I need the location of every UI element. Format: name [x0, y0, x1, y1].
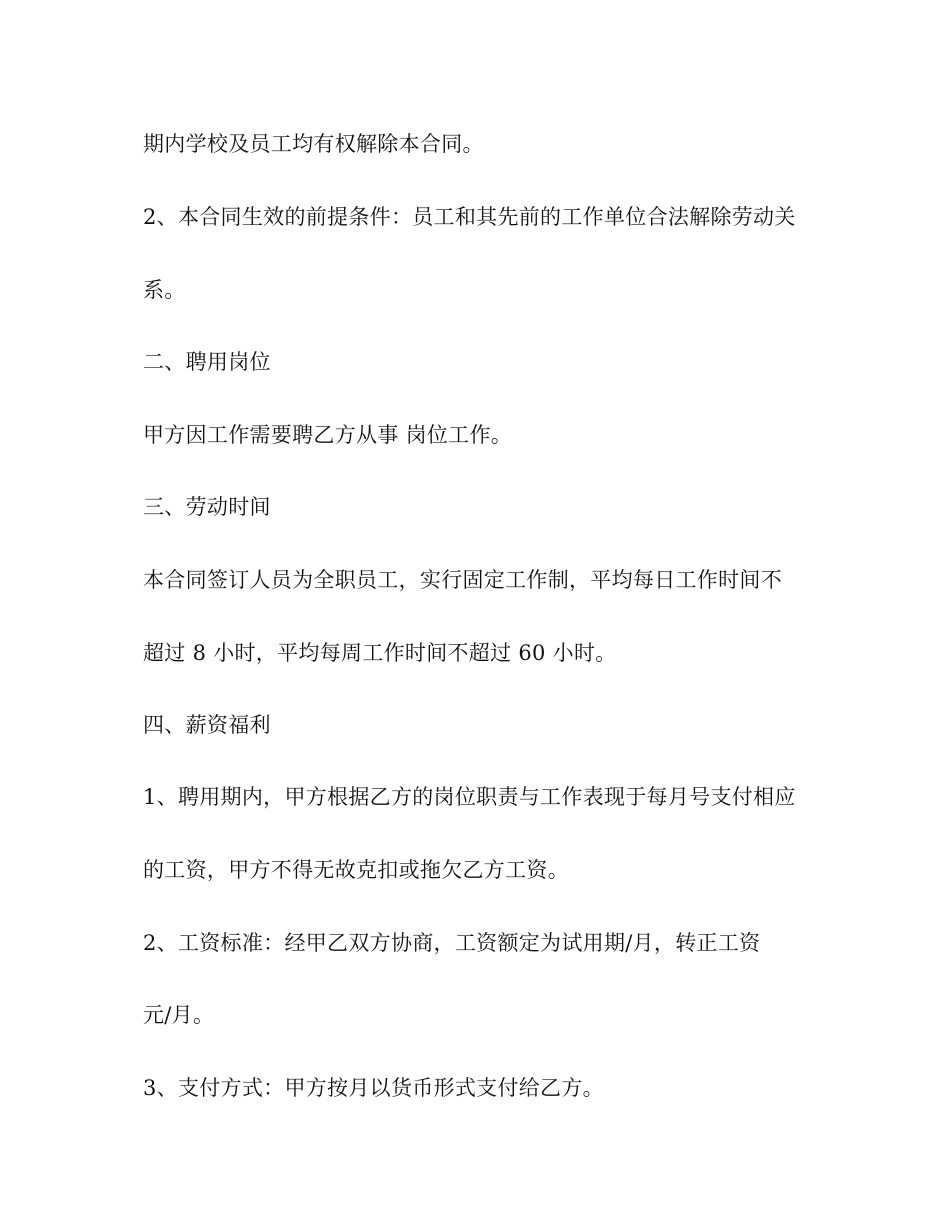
paragraph-line-payment-method: 3、支付方式：甲方按月以货币形式支付给乙方。	[143, 1076, 604, 1100]
section-heading-working-hours: 三、劳动时间	[143, 495, 271, 519]
paragraph-line-working-hours: 本合同签订人员为全职员工，实行固定工作制，平均每日工作时间不	[143, 568, 782, 592]
paragraph-line-effective-condition: 2、本合同生效的前提条件：员工和其先前的工作单位合法解除劳动关	[143, 205, 796, 229]
paragraph-line-salary-standard: 2、工资标准：经甲乙双方协商，工资额定为试用期/月，转正工资	[143, 931, 761, 955]
paragraph-line-probation-termination: 期内学校及员工均有权解除本合同。	[143, 132, 484, 156]
section-heading-position: 二、聘用岗位	[143, 350, 271, 374]
paragraph-line-working-hours-cont: 超过 8 小时，平均每周工作时间不超过 60 小时。	[143, 641, 617, 665]
paragraph-line-salary-payment: 1、聘用期内，甲方根据乙方的岗位职责与工作表现于每月号支付相应	[143, 785, 796, 809]
paragraph-line-salary-payment-cont: 的工资，甲方不得无故克扣或拖欠乙方工资。	[143, 858, 569, 882]
section-heading-salary-benefits: 四、薪资福利	[143, 713, 271, 737]
paragraph-line-salary-standard-cont: 元/月。	[143, 1003, 215, 1027]
paragraph-line-position: 甲方因工作需要聘乙方从事 岗位工作。	[143, 423, 513, 447]
paragraph-line-effective-condition-cont: 系。	[143, 278, 186, 302]
